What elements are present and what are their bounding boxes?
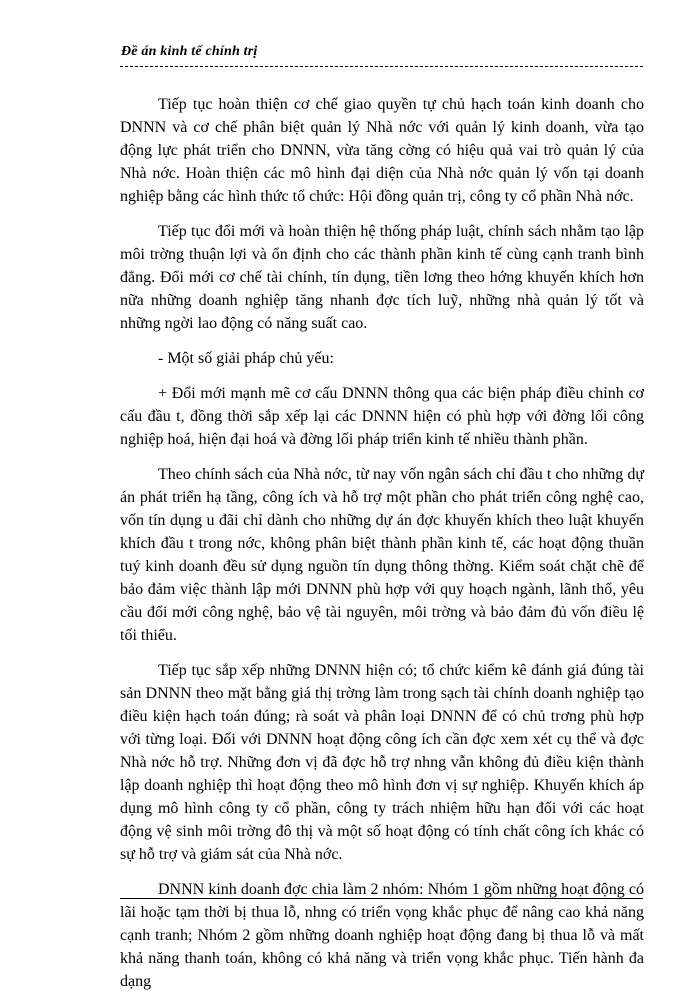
header-divider xyxy=(120,66,643,67)
footer-divider xyxy=(120,898,643,899)
paragraph: DNNN kinh doanh đợc chia làm 2 nhóm: Nhóm 1 gồm những hoạt động có lãi hoặc tạm thời bị thua lỗ, nhng có triển vọng khắc phục để nâng cao khả năng cạnh tranh; Nhóm 2 gồm những doanh nghiệp hoạt động đang bị thua lỗ và mất khả năng thanh toán, không có khả năng và triển vọng khắc phục. Tiến hành đa dạng xyxy=(120,881,644,990)
paragraph: Tiếp tục hoàn thiện cơ chế giao quyền tự chủ hạch toán kinh doanh cho DNNN và cơ chế phân biệt quản lý Nhà nớc với quản lý kinh doanh, vừa tạo động lực phát triển cho DNNN, vừa tăng cờng có hiệu quả vai trò quản lý của Nhà nớc. Hoàn thiện các mô hình đại diện của Nhà nớc quản lý vốn tại doanh nghiệp bằng các hình thức tổ chức: Hội đồng quản trị, công ty cổ phần Nhà nớc. xyxy=(120,96,644,205)
list-item: + Đổi mới mạnh mẽ cơ cấu DNNN thông qua các biện pháp điều chỉnh cơ cấu đầu t, đồng thời sắp xếp lại các DNNN hiện có phù hợp với đờng lối công nghiệp hoá, hiện đại hoá và đờng lối pháp triển kinh tế nhiều thành phần. xyxy=(120,385,644,448)
document-body xyxy=(120,93,644,1005)
section-heading: - Một số giải pháp chủ yếu: xyxy=(158,350,334,367)
paragraph: Theo chính sách của Nhà nớc, từ nay vốn ngân sách chỉ đầu t cho những dự án phát triển hạ tầng, công ích và hỗ trợ một phần cho phát triển công nghệ cao, vốn tín dụng u đãi chỉ dành cho những dự án đợc khuyến khích theo luật khuyến khích đầu t trong nớc, không phân biệt thành phần kinh tế, các hoạt động thuần tuý kinh doanh đều sử dụng nguồn tín dụng thông thờng. Kiểm soát chặt chẽ để bảo đảm việc thành lập mới DNNN phù hợp với quy hoạch ngành, lãnh thổ, yêu cầu đổi mới công nghệ, bảo vệ tài nguyên, môi trờng và bảo đảm đủ vốn điều lệ tối thiểu. xyxy=(120,466,644,644)
paragraph: Tiếp tục đổi mới và hoàn thiện hệ thống pháp luật, chính sách nhằm tạo lập môi trờng thuận lợi và ổn định cho các thành phần kinh tế cùng cạnh tranh bình đẳng. Đổi mới cơ chế tài chính, tín dụng, tiền lơng theo hớng khuyến khích hơn nữa những doanh nghiệp tăng nhanh đợc tích luỹ, những nhà quản lý tốt và những ngời lao động có năng suất cao. xyxy=(120,223,644,332)
page-header-title: Đề án kinh tế chính trị xyxy=(121,44,258,59)
paragraph: Tiếp tục sắp xếp những DNNN hiện có; tổ chức kiểm kê đánh giá đúng tài sản DNNN theo mặt bằng giá thị trờng làm trong sạch tài chính doanh nghiệp tạo điều kiện hạch toán đúng; rà soát và phân loại DNNN để có chủ trơng phù hợp với từng loại. Đối với DNNN hoạt động công ích cần đợc xem xét cụ thể và đợc Nhà nớc hỗ trợ. Những đơn vị đã đợc hỗ trợ nhng vẫn không đủ điều kiện thành lập doanh nghiệp thì hoạt động theo mô hình đơn vị sự nghiệp. Khuyến khích áp dụng mô hình công ty cổ phần, công ty trách nhiệm hữu hạn đối với các hoạt động vệ sinh môi trờng đô thị và một số hoạt động có tính chất công ích khác có sự hỗ trợ và giám sát của Nhà nớc. xyxy=(120,662,644,863)
